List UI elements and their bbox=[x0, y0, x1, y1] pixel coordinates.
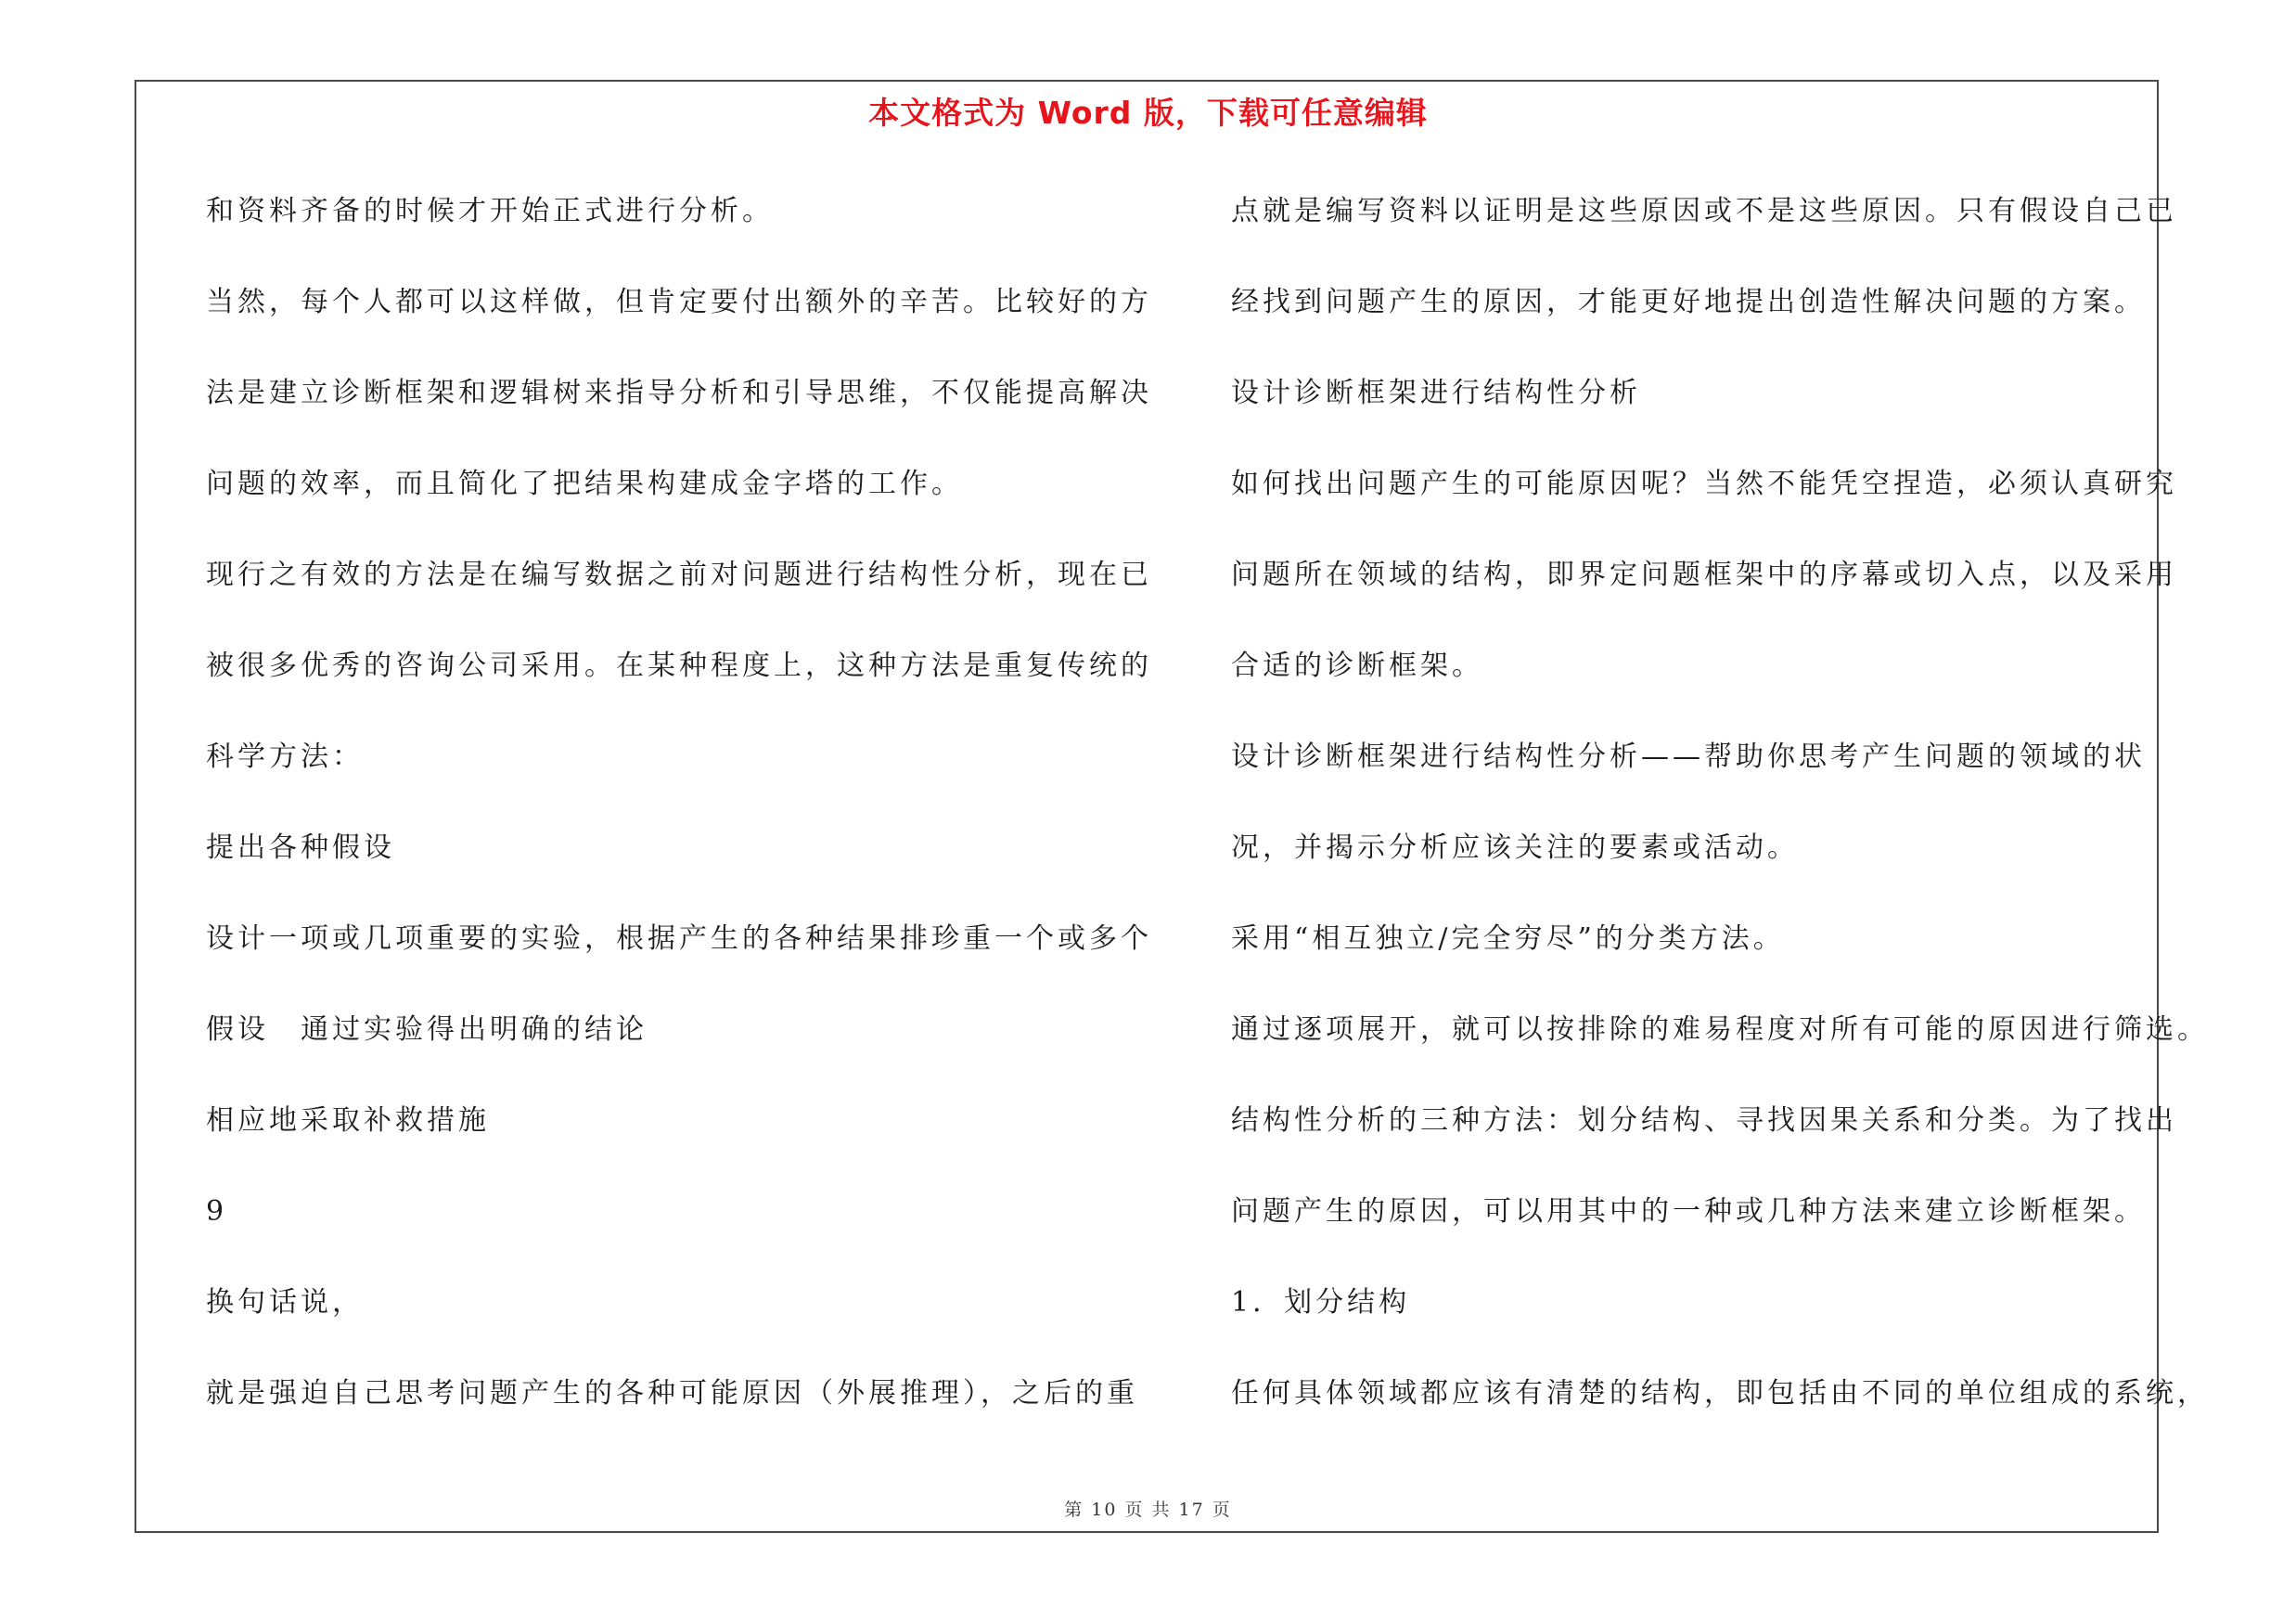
left-line-10: 假设 通过实验得出明确的结论 bbox=[206, 1013, 648, 1046]
left-line-1: 和资料齐备的时候才开始正式进行分析。 bbox=[206, 195, 774, 227]
left-line-13: 换句话说， bbox=[206, 1286, 364, 1319]
word-format-banner: 本文格式为 Word 版，下载可任意编辑 bbox=[868, 95, 1428, 131]
right-line-4: 如何找出问题产生的可能原因呢？当然不能凭空捏造，必须认真研究 bbox=[1231, 468, 2177, 500]
right-line-11: 结构性分析的三种方法：划分结构、寻找因果关系和分类。为了找出 bbox=[1231, 1104, 2177, 1137]
left-line-7: 科学方法： bbox=[206, 741, 364, 773]
left-line-12: 9 bbox=[206, 1195, 228, 1228]
right-line-7: 设计诊断框架进行结构性分析——帮助你思考产生问题的领域的状 bbox=[1231, 741, 2146, 773]
left-line-14: 就是强迫自己思考问题产生的各种可能原因（外展推理），之后的重 bbox=[206, 1377, 1138, 1410]
left-line-2: 当然，每个人都可以这样做，但肯定要付出额外的辛苦。比较好的方 bbox=[206, 286, 1152, 318]
right-line-3: 设计诊断框架进行结构性分析 bbox=[1231, 377, 1641, 409]
page-number-footer: 第 10 页 共 17 页 bbox=[1064, 1500, 1232, 1520]
right-line-5: 问题所在领域的结构，即界定问题框架中的序幕或切入点，以及采用 bbox=[1231, 559, 2177, 591]
right-line-6: 合适的诊断框架。 bbox=[1231, 650, 1483, 682]
right-line-12: 问题产生的原因，可以用其中的一种或几种方法来建立诊断框架。 bbox=[1231, 1195, 2146, 1228]
left-line-8: 提出各种假设 bbox=[206, 831, 395, 864]
right-line-14: 任何具体领域都应该有清楚的结构，即包括由不同的单位组成的系统， bbox=[1231, 1377, 2209, 1410]
left-line-5: 现行之有效的方法是在编写数据之前对问题进行结构性分析，现在已 bbox=[206, 559, 1152, 591]
right-line-2: 经找到问题产生的原因，才能更好地提出创造性解决问题的方案。 bbox=[1231, 286, 2146, 318]
right-line-8: 况，并揭示分析应该关注的要素或活动。 bbox=[1231, 831, 1799, 864]
right-line-1: 点就是编写资料以证明是这些原因或不是这些原因。只有假设自己已 bbox=[1231, 195, 2177, 227]
right-line-10: 通过逐项展开，就可以按排除的难易程度对所有可能的原因进行筛选。 bbox=[1231, 1013, 2209, 1046]
left-line-6: 被很多优秀的咨询公司采用。在某种程度上，这种方法是重复传统的 bbox=[206, 650, 1152, 682]
left-line-4: 问题的效率，而且简化了把结果构建成金字塔的工作。 bbox=[206, 468, 963, 500]
left-line-9: 设计一项或几项重要的实验，根据产生的各种结果排珍重一个或多个 bbox=[206, 922, 1152, 955]
left-line-11: 相应地采取补救措施 bbox=[206, 1104, 490, 1137]
right-line-13: 1．划分结构 bbox=[1231, 1286, 1411, 1319]
left-text-column bbox=[206, 184, 1152, 1457]
right-line-9: 采用“相互独立/完全穷尽”的分类方法。 bbox=[1231, 922, 1785, 955]
left-line-3: 法是建立诊断框架和逻辑树来指导分析和引导思维，不仅能提高解决 bbox=[206, 377, 1152, 409]
right-text-column bbox=[1231, 184, 2209, 1457]
